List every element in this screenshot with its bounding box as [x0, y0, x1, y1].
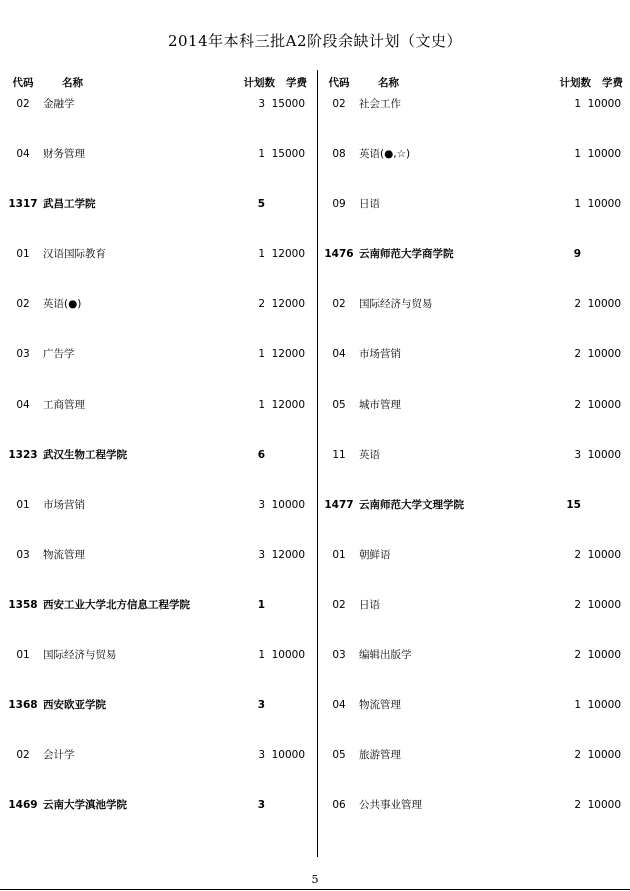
plan-cell: 3: [574, 448, 581, 461]
name-cell: 编辑出版学: [359, 649, 412, 662]
plan-cell: 2: [574, 598, 581, 611]
major-row: [322, 395, 627, 445]
header-name: 名称: [378, 77, 399, 89]
name-cell: 英语(●,☆): [359, 148, 411, 161]
school-row: [6, 695, 311, 745]
fee-cell: 12000: [271, 548, 305, 561]
header-plan: 计划数: [243, 77, 275, 89]
name-cell: 城市管理: [359, 398, 401, 411]
fee-cell: 10000: [271, 498, 305, 511]
code-cell: 02: [16, 98, 30, 110]
code-cell: 1469: [8, 799, 38, 812]
fee-cell: 12000: [271, 248, 305, 261]
name-cell: 日语: [359, 598, 380, 611]
code-cell: 05: [332, 749, 346, 762]
fee-cell: 10000: [587, 448, 621, 461]
major-row: [6, 144, 311, 194]
plan-cell: 2: [574, 348, 581, 361]
bottom-rule: [0, 889, 630, 890]
right-column-table: [322, 72, 627, 845]
name-cell: 市场营销: [43, 498, 85, 511]
school-row: [6, 795, 311, 845]
plan-cell: 1: [574, 198, 581, 211]
code-cell: 09: [332, 198, 346, 211]
major-row: [322, 695, 627, 745]
header-code: 代码: [12, 77, 34, 89]
name-cell: 武汉生物工程学院: [43, 448, 127, 461]
name-cell: 财务管理: [43, 148, 85, 161]
code-cell: 1323: [8, 448, 38, 461]
plan-cell: 3: [258, 498, 265, 511]
code-cell: 02: [332, 598, 346, 611]
header-code: 代码: [328, 77, 350, 89]
name-cell: 广告学: [43, 348, 75, 361]
plan-cell: 5: [257, 198, 265, 211]
name-cell: 朝鲜语: [359, 548, 391, 561]
page-number: 5: [311, 873, 319, 886]
major-row: [322, 344, 627, 394]
fee-cell: 10000: [587, 398, 621, 411]
fee-cell: 10000: [587, 348, 621, 361]
fee-cell: 15000: [271, 98, 305, 110]
major-row: [322, 545, 627, 595]
plan-cell: 2: [574, 398, 581, 411]
plan-cell: 1: [258, 348, 265, 361]
code-cell: 01: [16, 498, 30, 511]
plan-cell: 2: [574, 749, 581, 762]
plan-cell: 3: [258, 548, 265, 561]
name-cell: 日语: [359, 198, 380, 211]
name-cell: 工商管理: [43, 398, 85, 411]
fee-cell: 10000: [587, 649, 621, 662]
name-cell: 金融学: [43, 98, 75, 110]
fee-cell: 10000: [587, 699, 621, 712]
plan-cell: 3: [258, 749, 265, 762]
name-cell: 西安工业大学北方信息工程学院: [43, 598, 190, 611]
fee-cell: 10000: [587, 598, 621, 611]
plan-cell: 1: [258, 248, 265, 261]
major-row: [6, 344, 311, 394]
name-cell: 社会工作: [359, 98, 401, 110]
right-header-row: [322, 72, 627, 94]
name-cell: 云南师范大学商学院: [359, 248, 454, 261]
left-header-row: [6, 72, 311, 94]
code-cell: 03: [332, 649, 346, 662]
plan-cell: 3: [257, 799, 265, 812]
name-cell: 物流管理: [359, 699, 401, 712]
name-cell: 国际经济与贸易: [43, 649, 117, 662]
code-cell: 1317: [8, 198, 38, 211]
fee-cell: 12000: [271, 348, 305, 361]
code-cell: 04: [332, 699, 346, 712]
major-row: [322, 94, 627, 144]
plan-cell: 1: [258, 649, 265, 662]
fee-cell: 10000: [587, 749, 621, 762]
code-cell: 04: [332, 348, 346, 361]
plan-cell: 6: [257, 448, 265, 461]
major-row: [322, 595, 627, 645]
major-row: [6, 745, 311, 795]
code-cell: 1476: [324, 248, 354, 261]
name-cell: 旅游管理: [359, 749, 401, 762]
code-cell: 08: [332, 148, 346, 161]
name-cell: 物流管理: [43, 548, 85, 561]
fee-cell: 10000: [587, 98, 621, 110]
name-cell: 云南师范大学文理学院: [359, 498, 464, 511]
code-cell: 06: [332, 799, 346, 812]
fee-cell: 12000: [271, 298, 305, 311]
major-row: [322, 144, 627, 194]
major-row: [322, 294, 627, 344]
plan-cell: 9: [573, 248, 581, 261]
page-title: 2014年本科三批A2阶段余缺计划（文史）: [167, 32, 463, 50]
fee-cell: 15000: [271, 148, 305, 161]
fee-cell: 10000: [587, 298, 621, 311]
code-cell: 04: [16, 398, 30, 411]
name-cell: 会计学: [43, 749, 75, 762]
plan-cell: 15: [566, 498, 581, 511]
plan-cell: 2: [574, 649, 581, 662]
school-row: [6, 595, 311, 645]
plan-cell: 1: [258, 398, 265, 411]
code-cell: 1358: [8, 598, 38, 611]
code-cell: 01: [16, 248, 30, 261]
school-row: [322, 244, 627, 294]
major-row: [322, 795, 627, 845]
right-rows: [322, 94, 627, 845]
name-cell: 英语(●): [43, 298, 82, 311]
fee-cell: 10000: [587, 548, 621, 561]
major-row: [6, 545, 311, 595]
major-row: [322, 645, 627, 695]
plan-cell: 3: [258, 98, 265, 110]
code-cell: 02: [332, 298, 346, 311]
header-name: 名称: [62, 77, 83, 89]
major-row: [6, 645, 311, 695]
plan-cell: 2: [574, 548, 581, 561]
plan-cell: 1: [574, 98, 581, 110]
code-cell: 11: [332, 448, 346, 461]
school-row: [6, 445, 311, 495]
plan-cell: 2: [574, 298, 581, 311]
major-row: [322, 194, 627, 244]
name-cell: 公共事业管理: [359, 799, 422, 812]
name-cell: 国际经济与贸易: [359, 298, 433, 311]
left-column-table: [6, 72, 311, 845]
fee-cell: 12000: [271, 398, 305, 411]
plan-cell: 3: [257, 699, 265, 712]
header-plan: 计划数: [559, 77, 591, 89]
plan-cell: 1: [257, 598, 265, 611]
header-fee: 学费: [602, 77, 623, 89]
column-divider: [317, 70, 318, 857]
name-cell: 英语: [359, 448, 380, 461]
code-cell: 02: [332, 98, 346, 110]
plan-cell: 1: [258, 148, 265, 161]
fee-cell: 10000: [587, 799, 621, 812]
code-cell: 01: [332, 548, 346, 561]
major-row: [322, 445, 627, 495]
fee-cell: 10000: [587, 148, 621, 161]
name-cell: 市场营销: [359, 348, 401, 361]
plan-cell: 2: [258, 298, 265, 311]
plan-cell: 1: [574, 148, 581, 161]
school-row: [322, 495, 627, 545]
major-row: [6, 94, 311, 144]
name-cell: 汉语国际教育: [43, 248, 106, 261]
left-rows: [6, 94, 311, 845]
fee-cell: 10000: [587, 198, 621, 211]
plan-cell: 2: [574, 799, 581, 812]
code-cell: 01: [16, 649, 30, 662]
major-row: [6, 395, 311, 445]
name-cell: 西安欧亚学院: [43, 699, 106, 712]
code-cell: 03: [16, 348, 30, 361]
major-row: [6, 244, 311, 294]
code-cell: 1368: [8, 699, 38, 712]
major-row: [6, 294, 311, 344]
plan-cell: 1: [574, 699, 581, 712]
code-cell: 1477: [324, 498, 354, 511]
code-cell: 05: [332, 398, 346, 411]
major-row: [6, 495, 311, 545]
code-cell: 02: [16, 749, 30, 762]
school-row: [6, 194, 311, 244]
name-cell: 武昌工学院: [43, 198, 96, 211]
code-cell: 04: [16, 148, 30, 161]
major-row: [322, 745, 627, 795]
code-cell: 03: [16, 548, 30, 561]
fee-cell: 10000: [271, 649, 305, 662]
name-cell: 云南大学滇池学院: [43, 799, 127, 812]
code-cell: 02: [16, 298, 30, 311]
fee-cell: 10000: [271, 749, 305, 762]
header-fee: 学费: [286, 77, 307, 89]
